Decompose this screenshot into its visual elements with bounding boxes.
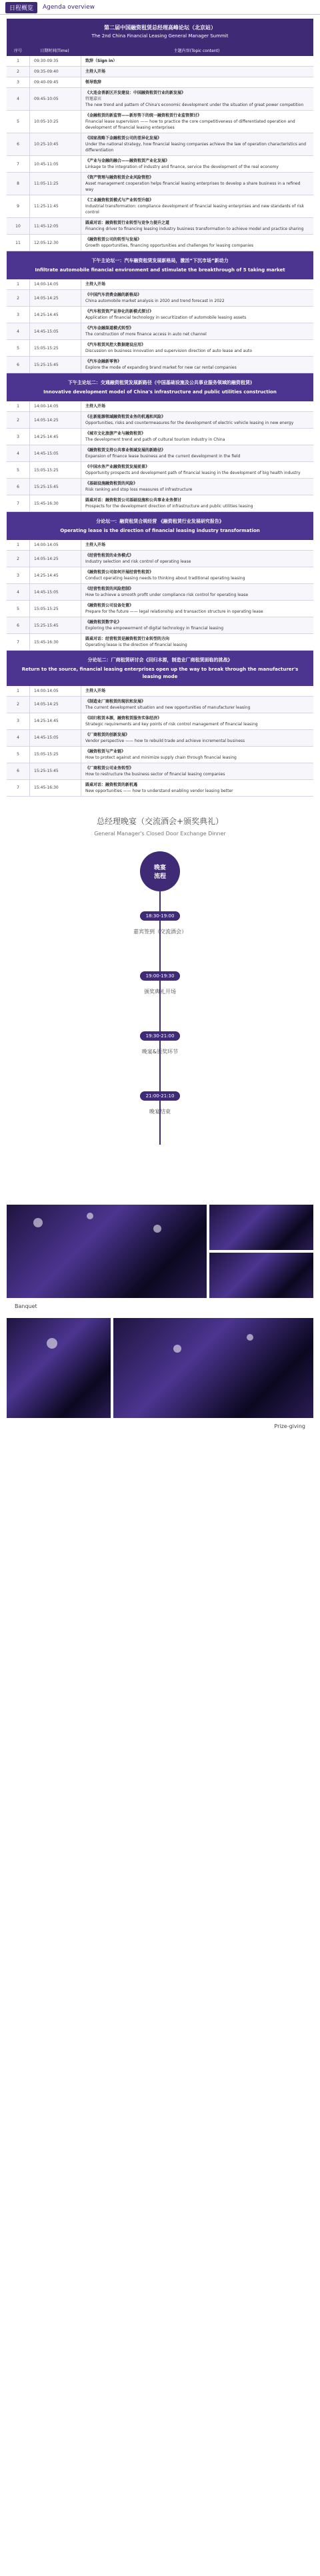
row-topic: [81, 307, 313, 323]
agenda-row: [7, 429, 313, 445]
topic-line: 特邀嘉宾: [85, 97, 102, 101]
row-number: 6: [7, 357, 30, 373]
row-number: 7: [7, 156, 30, 172]
topic-title: 《工业融资租赁模式与产业转型升级》: [85, 198, 154, 203]
row-number: 6: [7, 133, 30, 155]
forum-title-zh: 第二届中国融资租赁总经理高峰论坛（北京站）: [104, 25, 216, 31]
topic-title: 《融资租赁支持公共事业领域发展的新路径》: [85, 448, 166, 453]
flow-step-1-time: 18:30-19:00: [140, 911, 180, 921]
agenda-row: [7, 111, 313, 133]
topic-title: 《融资租赁公司设备处置》: [85, 603, 134, 609]
row-time: 14:00-14:05: [30, 279, 81, 289]
row-topic: [81, 195, 313, 217]
agenda-row: [7, 401, 313, 412]
topic-title: 《汽车租赁风控大数据建设应用》: [85, 343, 146, 348]
topic-line: Risk ranking and stop loss measures of infrastructure: [85, 487, 193, 493]
row-time: 15:25-15:45: [30, 763, 81, 779]
row-topic: [81, 235, 313, 251]
topic-title: 《制造业厂商租赁的现状和发展》: [85, 699, 146, 704]
row-topic: [81, 357, 313, 373]
row-topic: [81, 88, 313, 110]
flow-step-4-time: 21:00-21:10: [140, 1091, 180, 1101]
row-time: 14:25-14:45: [30, 713, 81, 729]
section-3-rows: [7, 401, 313, 512]
topic-title: 圆桌对话：融资租赁的新机遇: [85, 782, 138, 787]
topic-line: Growth opportunities, financing opportunities and challenges for leasing companies: [85, 243, 254, 248]
topic-line: Prepare for the future —— legal relationship and transaction structure in operating lease: [85, 609, 263, 615]
row-time: 15:25-15:45: [30, 617, 81, 633]
topic-title: 主持人开场: [85, 543, 106, 548]
row-number: 2: [7, 412, 30, 428]
row-number: 1: [7, 401, 30, 411]
topic-title: 《国家战略下金融租赁公司的差异化发展》: [85, 136, 162, 141]
page-header: [0, 0, 320, 15]
agenda-table: [7, 19, 313, 797]
topic-title: 《资产管理与融资租赁企业风险管控》: [85, 175, 154, 180]
row-time: 09:35-09:40: [30, 67, 81, 77]
header-divider: [0, 14, 320, 15]
topic-line: Financial lease supervision —— how to practice the core competitiveness of differentiated operation and development of financial leasing enterprises: [85, 119, 295, 130]
row-time: 15:45-16:30: [30, 634, 81, 650]
row-number: 2: [7, 551, 30, 567]
agenda-row: [7, 601, 313, 617]
topic-line: Explore the mode of expanding brand market for new car rental companies: [85, 365, 237, 371]
row-time: 09:45-10:05: [30, 88, 81, 110]
opening-rows: [7, 56, 313, 251]
topic-line: The current development situation and new opportunities of manufacturer leasing: [85, 705, 251, 710]
row-time: 15:25-15:45: [30, 357, 81, 373]
row-number: 1: [7, 279, 30, 289]
topic-line: Application of financial technology in securitization of automobile leasing assets: [85, 315, 247, 321]
topic-line: The new trend and pattern of China's economic development under the situation of great power competition: [85, 103, 304, 107]
agenda-row: [7, 156, 313, 173]
col-time: 日期时间(Time): [40, 48, 69, 53]
topic-title: 主持人开场: [85, 688, 106, 693]
agenda-row: [7, 279, 313, 290]
row-topic: [81, 77, 313, 87]
agenda-row: [7, 340, 313, 357]
section-5-rows: [7, 686, 313, 797]
agenda-row: [7, 412, 313, 429]
topic-title: 领导致辞: [85, 80, 102, 85]
row-number: 3: [7, 429, 30, 445]
topic-title: 《融资租赁与产业链》: [85, 749, 126, 754]
row-time: 15:05-15:25: [30, 747, 81, 763]
topic-title: 《融资租赁公司的转型与发展》: [85, 237, 142, 242]
row-number: 4: [7, 323, 30, 339]
row-topic: [81, 780, 313, 796]
row-time: 14:25-14:45: [30, 567, 81, 583]
topic-title: 圆桌对话：融资租赁公司基础设施和公共事业业务探讨: [85, 498, 182, 503]
row-topic: [81, 713, 313, 729]
row-number: 1: [7, 686, 30, 696]
topic-title: 《回归租赁本源，融资租赁服务实体经济》: [85, 715, 162, 721]
col-topic: 主题内容(Topic content): [173, 48, 220, 53]
banquet-photo-2: [209, 1205, 313, 1250]
row-time: 11:45-12:05: [30, 218, 81, 234]
topic-line: Under the national strategy, how financial leasing companies achieve the law of operation characteristics and differentiation: [85, 142, 307, 153]
topic-line: Industry selection and risk control of operating lease: [85, 559, 191, 565]
row-number: 5: [7, 462, 30, 478]
row-topic: [81, 111, 313, 133]
topic-line: Prospects for the development direction of infrastructure and public utilities leasing: [85, 504, 253, 509]
topic-title: 《大连金普新区开发建设：中国融资租赁行业的新发展》: [85, 91, 186, 95]
topic-line: Exploring the empowerment of digital technology in financial leasing: [85, 626, 224, 631]
topic-title: 《经营性租赁的风险控制》: [85, 587, 134, 592]
topic-line: Expansion of finance lease business and the current development in the field: [85, 454, 241, 459]
agenda-row: [7, 617, 313, 634]
banquet-caption: Banquet: [15, 1303, 37, 1309]
topic-line: Opportunities, risks and countermeasures for the development of electric vehicle leasing in new energy: [85, 421, 294, 426]
agenda-row: [7, 445, 313, 462]
agenda-row: [7, 747, 313, 763]
row-number: 1: [7, 540, 30, 550]
topic-title: 《基础设施融资租赁的风险》: [85, 481, 138, 487]
row-number: 11: [7, 235, 30, 251]
section-2-header: [7, 251, 313, 279]
row-number: 6: [7, 617, 30, 633]
section-3-header: [7, 373, 313, 401]
topic-title: 《城市文化旅游产业与融资租赁》: [85, 431, 146, 437]
row-topic: [81, 495, 313, 511]
agenda-row: [7, 551, 313, 567]
row-topic: [81, 567, 313, 583]
topic-title: 《厂商租赁公司业务转型》: [85, 765, 134, 771]
topic-line: How to protect against and minimize supply chain through financial leasing: [85, 755, 237, 760]
section-3-title-en: Innovative development model of China's infrastructure and public utilities construction: [43, 389, 277, 395]
row-number: 7: [7, 495, 30, 511]
banquet-photo-1: [7, 1205, 207, 1298]
row-time: 09:40-09:45: [30, 77, 81, 87]
agenda-row: [7, 462, 313, 479]
row-number: 9: [7, 195, 30, 217]
row-number: 7: [7, 780, 30, 796]
topic-title: 《产业与金融的融合——融资租赁产业化发展》: [85, 159, 170, 163]
topic-title: 《融资租赁公司如何开展经营性租赁》: [85, 570, 154, 575]
topic-title: 《中国汽车消费金融的新格局》: [85, 293, 142, 298]
row-topic: [81, 730, 313, 746]
row-topic: [81, 133, 313, 155]
topic-title: 《经营性租赁的业务模式》: [85, 553, 134, 559]
row-topic: [81, 67, 313, 77]
row-number: 4: [7, 88, 30, 110]
row-topic: [81, 462, 313, 478]
agenda-row: [7, 634, 313, 651]
prize-caption: Prize-giving: [274, 1423, 305, 1429]
row-topic: [81, 747, 313, 763]
topic-title: 《金融租赁的新监管——新形势下的统一融资租赁行业监管探讨》: [85, 113, 202, 118]
agenda-row: [7, 67, 313, 77]
row-topic: [81, 697, 313, 713]
row-time: 14:00-14:05: [30, 540, 81, 550]
agenda-row: [7, 479, 313, 495]
row-topic: [81, 634, 313, 650]
row-topic: [81, 401, 313, 411]
row-time: 14:05-14:25: [30, 697, 81, 713]
row-number: 6: [7, 763, 30, 779]
flow-step-3-label: 晚宴&颁奖环节: [141, 1048, 179, 1055]
agenda-row: [7, 540, 313, 551]
agenda-row: [7, 88, 313, 111]
forum-title: [7, 19, 313, 44]
row-topic: [81, 56, 313, 66]
agenda-row: [7, 697, 313, 713]
flow-circle: [140, 851, 180, 891]
section-5-header: [7, 651, 313, 685]
row-number: 7: [7, 634, 30, 650]
topic-line: Linkage to the integration of industry and finance, service the development of the real economy: [85, 165, 279, 169]
topic-line: Financing driver to financing leasing industry business transformation to achieve model and practice sharing: [85, 227, 304, 231]
row-time: 12:05-12:30: [30, 235, 81, 251]
agenda-row: [7, 584, 313, 601]
row-number: 6: [7, 479, 30, 495]
topic-line: Vendor perspective —— how to rebuild trade and achieve incremental business: [85, 738, 245, 743]
topic-line: How to achieve a smooth profit under compliance risk control for operating lease: [85, 593, 249, 598]
row-time: 15:25-15:45: [30, 479, 81, 495]
row-number: 8: [7, 173, 30, 195]
flow-circle-line-2: 流程: [153, 873, 166, 880]
row-topic: [81, 279, 313, 289]
row-number: 3: [7, 713, 30, 729]
topic-line: Discussion on business innovation and supervision direction of auto lease and auto: [85, 349, 253, 354]
row-time: 14:25-14:45: [30, 429, 81, 445]
row-topic: [81, 412, 313, 428]
row-time: 15:05-15:25: [30, 340, 81, 356]
topic-title: 主持人开场: [85, 69, 106, 74]
topic-line: How to restructure the business sector of financial leasing companies: [85, 771, 225, 777]
topic-line: Operating lease is the direction of financial leasing: [85, 643, 187, 648]
section-4-header: [7, 512, 313, 540]
banquet-photo-3: [209, 1253, 313, 1298]
row-time: 15:05-15:25: [30, 601, 81, 617]
agenda-row: [7, 495, 313, 512]
row-number: 3: [7, 77, 30, 87]
section-2-rows: [7, 279, 313, 373]
row-number: 4: [7, 584, 30, 600]
section-2-title-zh: 下午主论坛一：汽车融资租赁发展新格局，激活“下沉市场”新动力: [91, 258, 229, 263]
agenda-row: [7, 133, 313, 156]
row-number: 5: [7, 111, 30, 133]
row-topic: [81, 290, 313, 306]
row-topic: [81, 686, 313, 696]
flow-step-2-label: 颁奖典礼开场: [144, 988, 176, 995]
topic-title: 圆桌对话：经营租赁是融资租赁行业转型的方向: [85, 637, 170, 642]
row-number: 2: [7, 290, 30, 306]
row-topic: [81, 323, 313, 339]
row-time: 14:25-14:45: [30, 307, 81, 323]
agenda-row: [7, 763, 313, 780]
row-topic: [81, 617, 313, 633]
row-topic: [81, 218, 313, 234]
row-topic: [81, 173, 313, 195]
row-time: 14:00-14:05: [30, 686, 81, 696]
row-time: 10:25-10:45: [30, 133, 81, 155]
topic-title: 《汽车金融新零售》: [85, 359, 122, 365]
row-time: 14:45-15:05: [30, 584, 81, 600]
agenda-row: [7, 77, 313, 88]
row-number: 5: [7, 340, 30, 356]
agenda-row: [7, 567, 313, 584]
agenda-row: [7, 686, 313, 697]
topic-title: 主持人开场: [85, 404, 106, 409]
forum-title-en: The 2nd China Financial Leasing General Manager Summit: [91, 33, 229, 39]
row-topic: [81, 479, 313, 495]
row-number: 4: [7, 730, 30, 746]
photo-collage: [7, 1205, 313, 1458]
row-number: 3: [7, 307, 30, 323]
topic-line: Industrial transformation: compliance development of financial leasing enterprises and new standards of risk control: [85, 204, 305, 215]
agenda-row: [7, 195, 313, 218]
topic-line: Conduct operating leasing needs to thinking about traditional operating leasing: [85, 576, 245, 581]
row-time: 14:45-15:05: [30, 323, 81, 339]
row-number: 5: [7, 601, 30, 617]
row-time: 15:45-16:30: [30, 495, 81, 511]
row-topic: [81, 540, 313, 550]
row-time: 14:05-14:25: [30, 290, 81, 306]
topic-line: Asset management cooperation helps financial leasing enterprises to develop a share business in a refined way: [85, 181, 301, 192]
row-number: 1: [7, 56, 30, 66]
topic-title: 《中国水务产业融资租赁发展前景》: [85, 465, 150, 470]
topic-title: 《汽车金融渠道模式转型》: [85, 326, 134, 331]
row-time: 10:45-11:05: [30, 156, 81, 172]
section-4-title-en: Operating lease is the direction of financial leasing industry transformation: [60, 528, 260, 534]
row-topic: [81, 763, 313, 779]
topic-title: 圆桌对话：融资租赁行业转型与竞争力提升之道: [85, 221, 170, 225]
row-time: 14:05-14:25: [30, 551, 81, 567]
topic-line: The development trend and path of cultural tourism industry in China: [85, 437, 225, 443]
agenda-row: [7, 290, 313, 307]
topic-line: Opportunity prospects and development path of financial leasing in the development of big health industry: [85, 471, 301, 476]
col-no: 序号: [13, 48, 22, 53]
dinner-title-en: General Manager's Closed Door Exchange Dinner: [94, 830, 226, 837]
topic-title: 《在新能源领域融资租赁业务的机遇和风险》: [85, 415, 166, 420]
topic-title: 《融资租赁数字化》: [85, 620, 122, 625]
agenda-row: [7, 235, 313, 251]
row-time: 10:05-10:25: [30, 111, 81, 133]
agenda-row: [7, 780, 313, 797]
topic-line: The construction of more finance access in auto net channel: [85, 332, 207, 337]
column-header: [7, 44, 313, 56]
row-topic: [81, 551, 313, 567]
dinner-flow: [93, 851, 227, 1165]
section-5-title-en: Return to the source, financial leasing enterprises open up the way to break through the manufacturer's leasing mode: [21, 667, 299, 679]
row-time: 14:00-14:05: [30, 401, 81, 411]
section-4-rows: [7, 540, 313, 651]
agenda-row: [7, 323, 313, 340]
section-4-title-zh: 分论坛一：融资租赁合规经营 《融资租赁行业发展研究报告》: [96, 519, 224, 525]
row-number: 4: [7, 445, 30, 461]
agenda-row: [7, 713, 313, 730]
topic-line: Strategic requirements and key points of risk control management of financial leasing: [85, 721, 258, 727]
agenda-tag-en: Agenda overview: [43, 4, 95, 11]
row-time: 15:05-15:25: [30, 462, 81, 478]
topic-title: 致辞（Sign in）: [85, 59, 117, 63]
row-time: 15:45-16:30: [30, 780, 81, 796]
section-2-title-en: Infiltrate automobile financial environment and stimulate the breakthrough of 5 taking market: [35, 267, 285, 273]
section-3-title-zh: 下午主论坛二：交通融资租赁发展新路径（中国基础设施及公共事业服务领域的融资租赁): [67, 380, 253, 386]
section-5-title-zh: 分论坛二：厂商租赁研讨会《回归本源，制造业厂商租赁面临的挑战》: [87, 657, 233, 663]
topic-title: 主持人开场: [85, 282, 106, 287]
row-number: 2: [7, 67, 30, 77]
row-topic: [81, 445, 313, 461]
agenda-row: [7, 730, 313, 747]
flow-step-1-label: 嘉宾签到（交流酒会）: [133, 928, 187, 935]
topic-title: 《厂商租赁的创新发展》: [85, 732, 130, 737]
flow-step-3-time: 19:30-21:00: [140, 1031, 180, 1041]
row-topic: [81, 156, 313, 172]
row-time: 09:30-09:35: [30, 56, 81, 66]
row-number: 3: [7, 567, 30, 583]
flow-circle-line-1: 晚宴: [153, 864, 166, 871]
flow-step-2-time: 19:00-19:30: [140, 971, 180, 981]
prize-photo-2: [113, 1318, 313, 1418]
row-time: 11:05-11:25: [30, 173, 81, 195]
row-time: 14:45-15:05: [30, 730, 81, 746]
agenda-row: [7, 307, 313, 323]
prize-photo-1: [7, 1318, 111, 1418]
topic-line: China automobile market analysis in 2020 and trend forecast in 2022: [85, 299, 225, 304]
agenda-row: [7, 357, 313, 373]
flow-step-4-label: 晚宴结束: [149, 1108, 171, 1115]
topic-line: New opportunities —— how to understand enabling vendor leasing better: [85, 788, 233, 793]
agenda-row: [7, 173, 313, 195]
row-topic: [81, 340, 313, 356]
agenda-row: [7, 218, 313, 235]
row-time: 14:45-15:05: [30, 445, 81, 461]
row-number: 10: [7, 218, 30, 234]
row-topic: [81, 429, 313, 445]
row-number: 2: [7, 697, 30, 713]
row-time: 11:25-11:45: [30, 195, 81, 217]
row-time: 14:05-14:25: [30, 412, 81, 428]
topic-title: 《汽车租赁资产证券化的新模式探讨》: [85, 309, 154, 315]
dinner-title-zh: 总经理晚宴（交流酒会+颁奖典礼）: [96, 816, 224, 826]
agenda-tag: 日程概览: [5, 2, 37, 13]
dinner-title: [0, 815, 320, 837]
agenda-row: [7, 56, 313, 67]
row-topic: [81, 584, 313, 600]
row-topic: [81, 601, 313, 617]
row-number: 5: [7, 747, 30, 763]
